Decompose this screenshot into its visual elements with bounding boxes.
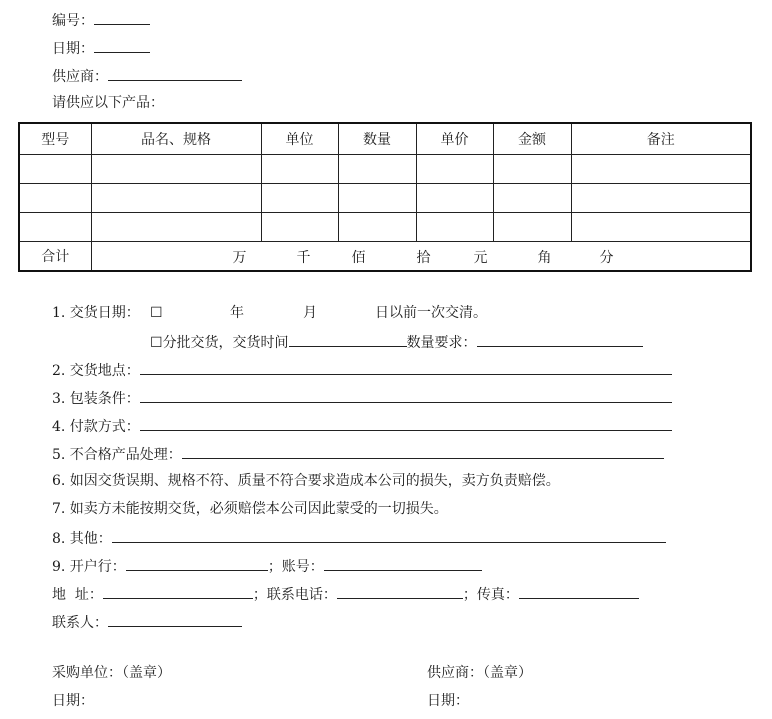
term-other xyxy=(52,528,666,548)
unit-yuan: 元 xyxy=(473,250,488,266)
table-cell[interactable] xyxy=(493,213,571,242)
table-cell[interactable] xyxy=(19,213,91,242)
order-number-field xyxy=(52,10,150,30)
supplier-seal: 供应商：（盖章） xyxy=(427,665,532,681)
term-payment xyxy=(52,416,672,436)
term-late-delivery: 7. 如卖方未能按期交货，必须赔偿本公司因此蒙受的一切损失。 xyxy=(52,501,448,517)
contact-person-label: 联系人： xyxy=(52,615,108,631)
table-header-row xyxy=(19,123,751,155)
table-cell[interactable] xyxy=(19,155,91,184)
other-label: 8. 其他： xyxy=(52,531,112,547)
quantity-requirement-label: 数量要求： xyxy=(406,335,477,351)
unit-qian: 千 xyxy=(296,250,311,266)
day-clear-text: 日以前一次交清。 xyxy=(375,305,487,321)
table-cell[interactable] xyxy=(91,155,261,184)
phone-label: ；联系电话： xyxy=(252,587,337,603)
request-text: 请供应以下产品： xyxy=(52,95,164,111)
defective-blank[interactable] xyxy=(182,444,664,459)
col-unit-price: 单价 xyxy=(416,123,493,155)
order-number-blank[interactable] xyxy=(94,10,150,25)
total-label: 合计 xyxy=(19,242,91,272)
table-row xyxy=(19,213,751,242)
supplier-blank[interactable] xyxy=(108,66,242,81)
phone-blank[interactable] xyxy=(337,584,463,599)
table-row xyxy=(19,155,751,184)
contact-address-row xyxy=(52,584,639,604)
table-cell[interactable] xyxy=(416,213,493,242)
table-cell[interactable] xyxy=(338,184,416,213)
batch-delivery-label: 分批交货，交货时间 xyxy=(162,335,289,351)
table-cell[interactable] xyxy=(416,184,493,213)
packaging-label: 3. 包装条件： xyxy=(52,391,140,407)
term-delivery-place xyxy=(52,360,672,380)
one-time-delivery-checkbox[interactable]: ☐ xyxy=(150,305,163,321)
table-cell[interactable] xyxy=(338,155,416,184)
year-label: 年 xyxy=(230,305,244,321)
col-remarks: 备注 xyxy=(571,123,751,155)
col-quantity: 数量 xyxy=(338,123,416,155)
table-cell[interactable] xyxy=(493,155,571,184)
batch-delivery-checkbox[interactable]: ☐ xyxy=(150,335,163,351)
table-cell[interactable] xyxy=(571,184,751,213)
contact-person-blank[interactable] xyxy=(108,612,242,627)
unit-fen: 分 xyxy=(599,250,614,266)
col-unit: 单位 xyxy=(261,123,338,155)
total-row xyxy=(19,242,751,272)
bank-label: 9. 开户行： xyxy=(52,559,126,575)
unit-wan: 万 xyxy=(232,250,247,266)
buyer-date: 日期： xyxy=(52,693,94,709)
table-cell[interactable] xyxy=(91,184,261,213)
delivery-place-label: 2. 交货地点： xyxy=(52,363,140,379)
bank-blank[interactable] xyxy=(126,556,268,571)
other-blank[interactable] xyxy=(112,528,666,543)
payment-blank[interactable] xyxy=(140,416,672,431)
payment-label: 4. 付款方式： xyxy=(52,419,140,435)
supplier-label: 供应商： xyxy=(52,69,108,85)
account-blank[interactable] xyxy=(324,556,482,571)
term-compensation: 6. 如因交货误期、规格不符、质量不符合要求造成本公司的损失，卖方负责赔偿。 xyxy=(52,473,560,489)
packaging-blank[interactable] xyxy=(140,388,672,403)
unit-shi: 拾 xyxy=(416,250,431,266)
table-cell[interactable] xyxy=(261,184,338,213)
term-delivery-date xyxy=(52,304,140,322)
defective-label: 5. 不合格产品处理： xyxy=(52,447,182,463)
table-cell[interactable] xyxy=(571,155,751,184)
account-label: ；账号： xyxy=(267,559,324,575)
quantity-requirement-blank[interactable] xyxy=(477,332,643,347)
col-amount: 金额 xyxy=(493,123,571,155)
term-defective xyxy=(52,444,664,464)
buyer-seal: 采购单位：（盖章） xyxy=(52,665,171,681)
fax-blank[interactable] xyxy=(519,584,639,599)
address-blank[interactable] xyxy=(103,584,253,599)
table-row xyxy=(19,184,751,213)
table-cell[interactable] xyxy=(416,155,493,184)
month-label: 月 xyxy=(303,305,317,321)
table-cell[interactable] xyxy=(571,213,751,242)
unit-jiao: 角 xyxy=(537,250,552,266)
supplier-date: 日期： xyxy=(427,693,469,709)
contact-person-row xyxy=(52,612,242,632)
order-date-blank[interactable] xyxy=(94,38,150,53)
unit-bai: 佰 xyxy=(351,250,366,266)
delivery-place-blank[interactable] xyxy=(140,360,672,375)
order-date-label: 日期： xyxy=(52,41,94,57)
product-table xyxy=(18,122,752,272)
col-name-spec: 品名、规格 xyxy=(91,123,261,155)
table-cell[interactable] xyxy=(493,184,571,213)
term-delivery-date-label: 1. 交货日期： xyxy=(52,305,140,321)
term-packaging xyxy=(52,388,672,408)
table-cell[interactable] xyxy=(338,213,416,242)
address-label: 地 址： xyxy=(52,587,103,603)
table-cell[interactable] xyxy=(91,213,261,242)
term-batch-delivery xyxy=(150,332,643,352)
table-cell[interactable] xyxy=(19,184,91,213)
fax-label: ；传真： xyxy=(462,587,519,603)
batch-time-blank[interactable] xyxy=(289,332,407,347)
order-number-label: 编号： xyxy=(52,13,94,29)
col-model: 型号 xyxy=(19,123,91,155)
supplier-field xyxy=(52,66,242,86)
table-cell[interactable] xyxy=(261,155,338,184)
total-amount-cell[interactable] xyxy=(91,242,751,272)
term-bank xyxy=(52,556,482,576)
table-cell[interactable] xyxy=(261,213,338,242)
order-date-field xyxy=(52,38,150,58)
